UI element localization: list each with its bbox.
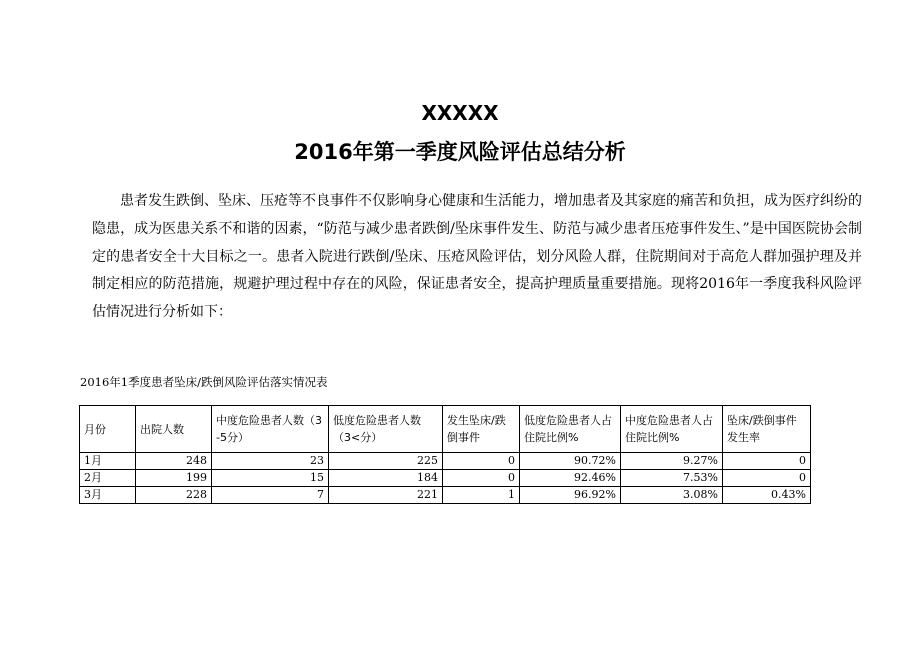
cell-moderate-risk-ratio: 9.27% [621,453,723,470]
cell-moderate-risk: 15 [212,470,329,487]
cell-fall-rate: 0.43% [723,487,811,504]
cell-fall-rate: 0 [723,470,811,487]
header-discharged: 出院人数 [136,406,212,453]
cell-discharged: 228 [136,487,212,504]
cell-month: 3月 [80,487,136,504]
cell-low-risk: 184 [329,470,443,487]
table-row [80,453,811,470]
cell-moderate-risk: 23 [212,453,329,470]
header-fall-events: 发生坠床/跌倒事件 [443,406,520,453]
cell-fall-events: 0 [443,470,520,487]
body-paragraph: 患者发生跌倒、坠床、压疮等不良事件不仅影响身心健康和生活能力，增加患者及其家庭的痛苦和负担，成为医疗纠纷的隐患，成为医患关系不和谐的因素，“防范与减少患者跌倒/坠床事件发生、防范与减少患者压疮事件发生、”是中国医院协会制定的患者安全十大目标之一。患者入院进行跌倒/坠床、压疮风险评估，划分风险人群，住院期间对于高危人群加强护理及并制定相应的防范措施，规避护理过程中存在的风险，保证患者安全，提高护理质量重要措施。现将2016年一季度我科风险评估情况进行分析如下： [92,193,862,321]
cell-month: 1月 [80,453,136,470]
document-title-line1: XXXXX [421,101,499,125]
cell-discharged: 248 [136,453,212,470]
cell-low-risk: 221 [329,487,443,504]
cell-fall-events: 1 [443,487,520,504]
header-month: 月份 [80,406,136,453]
cell-discharged: 199 [136,470,212,487]
cell-month: 2月 [80,470,136,487]
header-moderate-risk: 中度危险患者人数（3-5分） [212,406,329,453]
document-title-line2: 2016年第一季度风险评估总结分析 [294,140,626,164]
cell-low-risk: 225 [329,453,443,470]
cell-low-risk-ratio: 90.72% [520,453,621,470]
header-fall-rate: 坠床/跌倒事件发生率 [723,406,811,453]
cell-fall-rate: 0 [723,453,811,470]
table-row [80,487,811,504]
cell-moderate-risk-ratio: 3.08% [621,487,723,504]
table-row [80,470,811,487]
cell-low-risk-ratio: 92.46% [520,470,621,487]
table-caption: 2016年1季度患者坠床/跌倒风险评估落实情况表 [80,375,328,389]
cell-moderate-risk-ratio: 7.53% [621,470,723,487]
table-header-row [80,406,811,453]
cell-moderate-risk: 7 [212,487,329,504]
header-moderate-risk-ratio: 中度危险患者人占住院比例% [621,406,723,453]
risk-assessment-table [79,405,811,504]
header-low-risk: 低度危险患者人数（3<分） [329,406,443,453]
cell-low-risk-ratio: 96.92% [520,487,621,504]
cell-fall-events: 0 [443,453,520,470]
header-low-risk-ratio: 低度危险患者人占住院比例% [520,406,621,453]
